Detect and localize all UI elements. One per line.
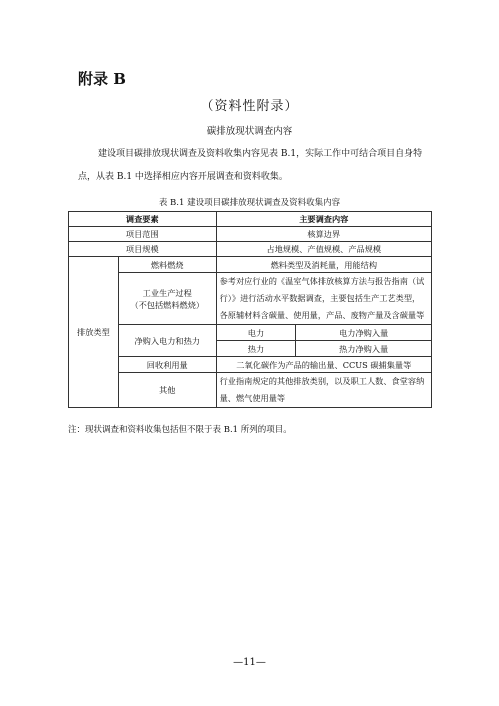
table-note: 注：现状调查和资料收集包括但不限于表 B.1 所列的项目。 [68, 425, 292, 435]
table-row [69, 257, 432, 273]
row-label [118, 273, 216, 325]
table-row [69, 373, 432, 408]
table-row [69, 273, 432, 325]
row-content: 热力净购入量 [296, 341, 432, 357]
row-label: 燃料燃烧 [118, 257, 216, 273]
table-caption: 表 B.1 建设项目碳排放现状调查及资料收集内容 [158, 198, 341, 208]
intro-paragraph: 建设项目碳排放现状调查及资料收集内容见表 B.1，实际工作中可结合项目自身特点，从表 B.1 中选择相应内容开展调查和资料收集。 [78, 149, 423, 182]
row-content: 二氧化碳作为产品的输出量、CCUS 碳捕集量等 [216, 357, 431, 373]
header-survey-element: 调查要素 [69, 212, 217, 227]
sub-label-electricity: 电力 [216, 325, 296, 341]
table-row [69, 325, 432, 341]
table-row [69, 227, 432, 242]
row-label: 项目规模 [69, 242, 217, 257]
page-number: —11— [233, 657, 266, 668]
section-heading: 碳排放现状调查内容 [206, 126, 293, 137]
industrial-process-label: 工业生产过程 [142, 287, 192, 298]
row-content: 占地规模、产值规模、产品规模 [216, 242, 431, 257]
table-row [69, 242, 432, 257]
table-header-row [69, 212, 432, 227]
row-content: 燃料类型及消耗量，用能结构 [216, 257, 431, 273]
row-label: 其他 [118, 373, 216, 408]
survey-content-table [68, 211, 432, 408]
row-content: 参考对应行业的《温室气体排放核算方法与报告指南（试行）》进行活动水平数据调查，主要包括生产工艺类型，各原辅材料含碳量、使用量，产品、废物产量及含碳量等 [216, 273, 431, 325]
row-label: 净购入电力和热力 [118, 325, 216, 357]
row-content: 电力净购入量 [296, 325, 432, 341]
appendix-subtitle: （资料性附录） [200, 99, 299, 114]
table-row [69, 357, 432, 373]
emission-type-label: 排放类型 [69, 257, 119, 408]
industrial-process-note: （不包括燃料燃烧） [130, 299, 205, 310]
row-content: 行业指南规定的其他排放类别，以及职工人数、食堂容纳量、燃气使用量等 [216, 373, 431, 408]
header-main-content: 主要调查内容 [216, 212, 431, 227]
row-label: 项目范围 [69, 227, 217, 242]
sub-label-heat: 热力 [216, 341, 296, 357]
appendix-title: 附录 B [78, 70, 126, 88]
row-label: 回收利用量 [118, 357, 216, 373]
row-content: 核算边界 [216, 227, 431, 242]
